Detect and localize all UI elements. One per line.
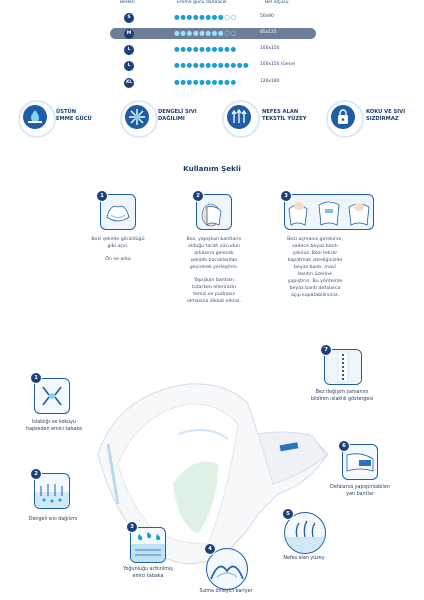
legend-number: 1	[30, 372, 42, 384]
size-badge: L	[124, 45, 134, 55]
lock-odor-icon	[326, 100, 364, 138]
step-number: 3	[280, 190, 292, 202]
size-row-l-night	[110, 60, 310, 71]
waist-value: 100x150 (Gece)	[260, 62, 296, 67]
step-number: 2	[192, 190, 204, 202]
waist-value: 100x150	[260, 46, 280, 51]
legend-number: 6	[338, 440, 350, 452]
step-3-illustration	[284, 194, 374, 230]
size-badge: L	[124, 61, 134, 71]
distribution-arrows-icon	[120, 100, 158, 138]
legend-label: Bez değişim zamanını bildiren ıslaklık göstergesi	[310, 390, 374, 402]
usage-title: Kullanım Şekli	[183, 164, 241, 173]
legend-label: Yoğunluğu arttırılmış emici tabaka	[123, 567, 173, 579]
legend-label: Islaklığı ve kokuyu hapseden emici tabaka	[26, 420, 82, 432]
size-badge: XL	[124, 78, 134, 88]
legend-label: Nefes alan yüzey	[283, 556, 325, 561]
drop-rating: ●●●●●●●●●●	[174, 78, 237, 86]
waist-value: 85x125	[260, 30, 277, 35]
dense-layer-icon	[130, 527, 166, 563]
legend-number: 5	[282, 508, 294, 520]
absorbency-header: Emme gücü damlacık	[177, 0, 227, 5]
feature-label: ÜSTÜN EMME GÜCÜ	[56, 109, 92, 122]
size-row-m	[110, 28, 316, 39]
step-3-text: Bezi açmanız gerekirse, sadece beyaz bantı çekiniz. Bezi tekrar kapatmak istediğinizde beyaz bantı, mavi bantın üzerine yapıştırın. Bu yöntemle beyaz bantı defalarca açıp kapatabilirsiniz.	[287, 237, 343, 298]
legend-label: Sızma önleyici bariyer	[199, 589, 253, 594]
size-badge: S	[124, 13, 134, 23]
breathable-arrows-icon	[222, 100, 260, 138]
step-1-text: Bezi şekilde görüldüğü gibi açın. Ön ve arka	[91, 237, 145, 262]
waist-value: 120x180	[260, 79, 280, 84]
drop-rating: ●●●●●●●●○○	[174, 13, 237, 21]
waist-header: Bel ölçüsü	[265, 0, 289, 5]
feature-label: NEFES ALAN TEKSTİL YÜZEY	[262, 109, 307, 122]
feature-label: KOKU VE SIVI SIZDIRMAZ	[366, 109, 406, 122]
drop-rating: ●●●●●●●●●●	[174, 45, 237, 53]
legend-number: 7	[320, 344, 332, 356]
drop-rating: ●●●●●●●●●●●●	[174, 61, 250, 69]
step-2-text: Bez, yapışkan bantların olduğu tarafı vücudun arkasına gelecek şekilde bacaklardan geçirerek yerleştirin. Yapışkan bantları tutarken ellerinizin temiz ve pudrasız olmasına dikkat ediniz.	[186, 237, 242, 304]
legend-number: 3	[126, 521, 138, 533]
waist-value: 50x90	[260, 14, 274, 19]
absorbent-layer-icon	[34, 378, 70, 414]
drops-absorb-icon	[18, 100, 56, 138]
size-row-l	[110, 44, 310, 55]
legend-number: 4	[204, 543, 216, 555]
legend-label: Dengeli sıvı dağılımı	[28, 517, 78, 522]
legend-number: 2	[30, 468, 42, 480]
step-number: 1	[96, 190, 108, 202]
size-row-s	[110, 12, 310, 23]
legend-label: Defalarca yapıştırılabilen yan bantlar	[330, 485, 390, 497]
size-row-xl	[110, 77, 310, 88]
size-badge: M	[124, 29, 134, 39]
drop-rating: ●●●●●●●●○○	[174, 29, 237, 37]
size-header: Beden	[120, 0, 135, 5]
feature-label: DENGELİ SIVI DAĞILIMI	[158, 109, 197, 122]
